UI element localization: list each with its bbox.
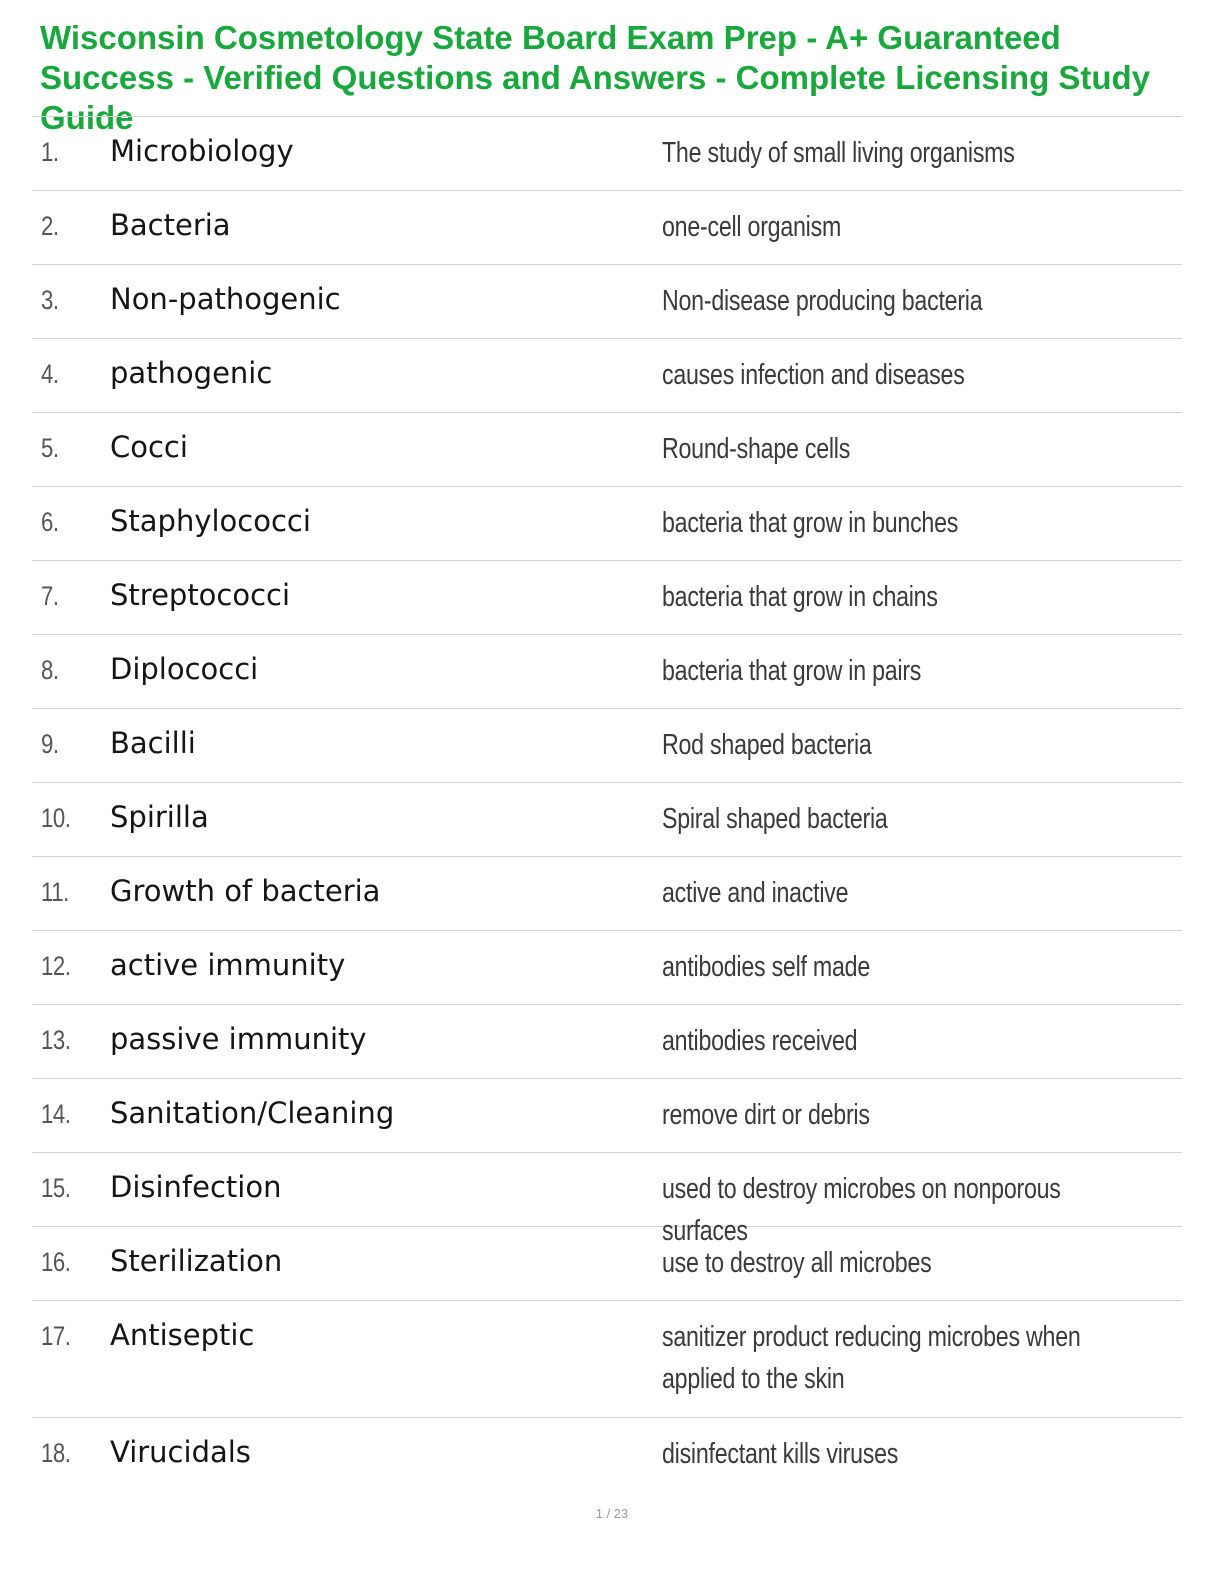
row-definition: Non-disease producing bacteria xyxy=(662,285,983,317)
row-definition: Round-shape cells xyxy=(662,433,851,465)
row-term: Virucidals xyxy=(110,1435,251,1469)
flashcard-row xyxy=(32,931,1182,1005)
row-definition: antibodies self made xyxy=(662,951,870,983)
row-number: 7. xyxy=(41,581,59,611)
row-term: Cocci xyxy=(110,430,188,464)
flashcard-row xyxy=(32,1153,1182,1247)
row-definition: active and inactive xyxy=(662,877,849,909)
row-number: 14. xyxy=(41,1099,71,1129)
row-term: Staphylococci xyxy=(110,504,311,538)
row-number: 3. xyxy=(41,285,59,315)
document-title: Wisconsin Cosmetology State Board Exam Prep - A+ Guaranteed Success - Verified Questions and Answers - Complete Licensing Study Guide xyxy=(40,19,1151,136)
row-term: Spirilla xyxy=(110,800,209,834)
row-number: 1. xyxy=(41,137,59,167)
flashcard-row xyxy=(32,487,1182,561)
flashcard-row xyxy=(32,1227,1182,1301)
flashcard-row xyxy=(32,1418,1182,1491)
flashcard-row xyxy=(32,413,1182,487)
row-definition: used to destroy microbes on nonporous surfaces xyxy=(662,1173,1061,1247)
flashcard-row xyxy=(32,709,1182,783)
row-definition: bacteria that grow in bunches xyxy=(662,507,959,539)
row-number: 10. xyxy=(41,803,71,833)
row-number: 9. xyxy=(41,729,59,759)
row-definition: Rod shaped bacteria xyxy=(662,729,872,761)
row-term: passive immunity xyxy=(110,1022,367,1056)
flashcard-row xyxy=(32,635,1182,709)
row-term: Bacteria xyxy=(110,208,231,242)
row-term: active immunity xyxy=(110,948,346,982)
flashcard-row xyxy=(32,117,1182,191)
flashcard-row xyxy=(32,1005,1182,1079)
row-number: 12. xyxy=(41,951,71,981)
row-definition: one-cell organism xyxy=(662,211,842,243)
row-number: 2. xyxy=(41,211,59,241)
row-term: Sterilization xyxy=(110,1244,283,1278)
row-definition: bacteria that grow in chains xyxy=(662,581,938,613)
row-number: 8. xyxy=(41,655,59,685)
row-definition: sanitizer product reducing microbes when applied to the skin xyxy=(662,1321,1081,1395)
row-definition: disinfectant kills viruses xyxy=(662,1438,899,1470)
row-number: 16. xyxy=(41,1247,71,1277)
row-term: Bacilli xyxy=(110,726,196,760)
row-definition: causes infection and diseases xyxy=(662,359,965,391)
row-term: Diplococci xyxy=(110,652,259,686)
flashcard-list xyxy=(32,116,1182,1491)
row-number: 6. xyxy=(41,507,59,537)
row-term: Antiseptic xyxy=(110,1318,255,1352)
row-term: Streptococci xyxy=(110,578,291,612)
row-term: Disinfection xyxy=(110,1170,282,1204)
row-definition: Spiral shaped bacteria xyxy=(662,803,888,835)
flashcard-row xyxy=(32,1301,1182,1418)
flashcard-row xyxy=(32,783,1182,857)
row-number: 11. xyxy=(41,877,69,907)
row-definition: bacteria that grow in pairs xyxy=(662,655,922,687)
flashcard-row xyxy=(32,265,1182,339)
row-definition: antibodies received xyxy=(662,1025,858,1057)
row-term: Microbiology xyxy=(110,134,294,168)
row-definition: use to destroy all microbes xyxy=(662,1247,932,1279)
flashcard-row xyxy=(32,339,1182,413)
row-number: 5. xyxy=(41,433,59,463)
row-definition: remove dirt or debris xyxy=(662,1099,870,1131)
flashcard-row xyxy=(32,857,1182,931)
row-term: pathogenic xyxy=(110,356,273,390)
page-indicator: 1 / 23 xyxy=(595,1506,629,1521)
row-number: 15. xyxy=(41,1173,71,1203)
row-term: Sanitation/Cleaning xyxy=(110,1096,395,1130)
row-term: Growth of bacteria xyxy=(110,874,381,908)
row-number: 17. xyxy=(41,1321,71,1351)
row-number: 13. xyxy=(41,1025,71,1055)
row-number: 4. xyxy=(41,359,59,389)
flashcard-row xyxy=(32,191,1182,265)
row-number: 18. xyxy=(41,1438,71,1468)
flashcard-row xyxy=(32,561,1182,635)
row-definition: The study of small living organisms xyxy=(662,137,1015,169)
flashcard-row xyxy=(32,1079,1182,1153)
row-term: Non-pathogenic xyxy=(110,282,341,316)
